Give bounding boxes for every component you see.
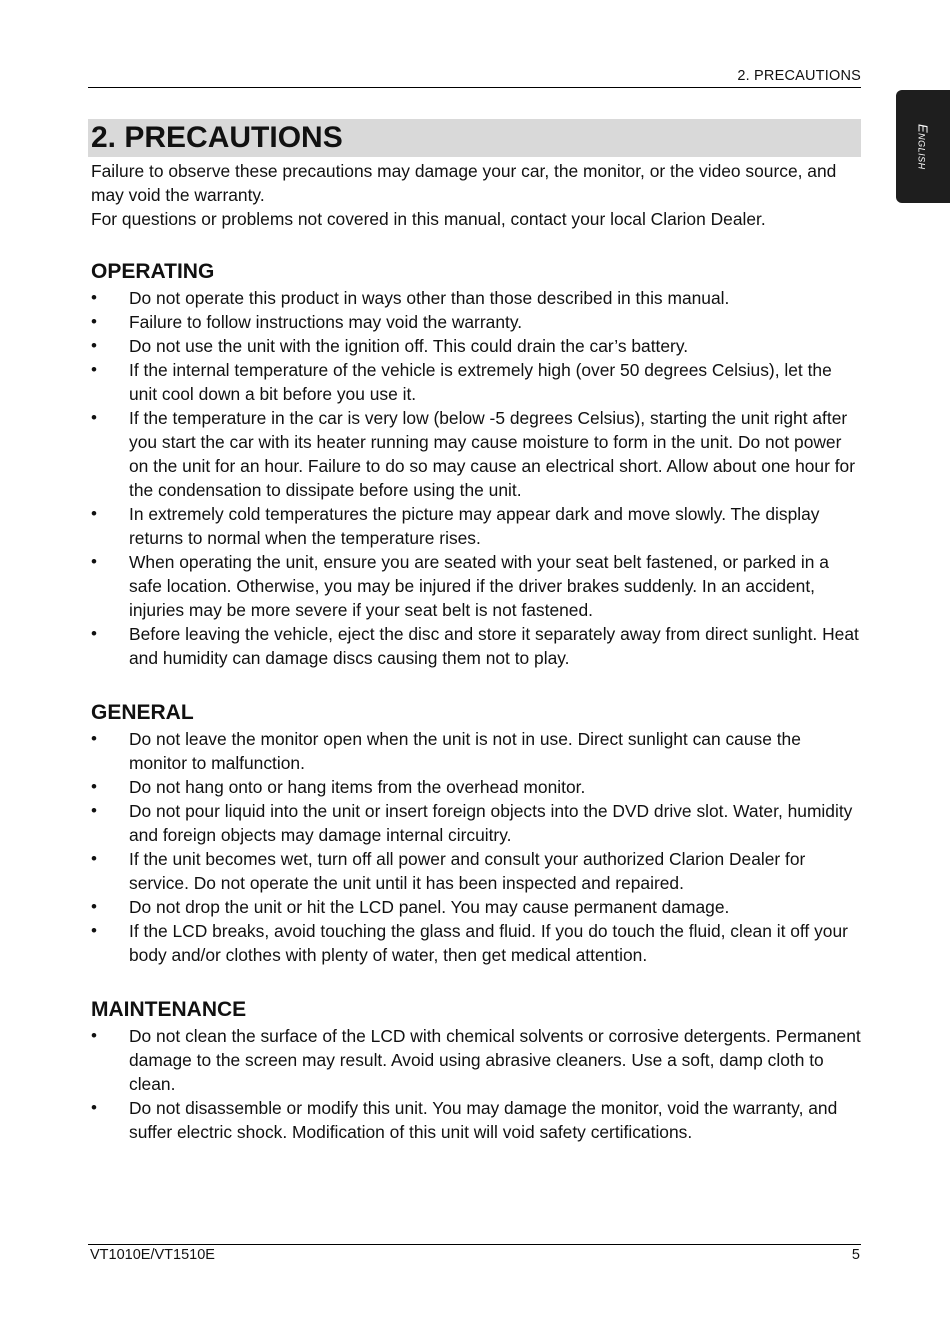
list-item: • Do not hang onto or hang items from the overhead monitor. xyxy=(91,775,861,799)
page-number: 5 xyxy=(851,1247,860,1263)
maintenance-list xyxy=(91,1024,861,1144)
list-item: • If the LCD breaks, avoid touching the glass and fluid. If you do touch the fluid, clean it off your body and/or clothes with plenty of water, then get medical attention. xyxy=(91,919,861,967)
list-item: • Before leaving the vehicle, eject the disc and store it separately away from direct sunlight. Heat and humidity can damage discs causing them not to play. xyxy=(91,622,861,670)
list-item: • Do not pour liquid into the unit or insert foreign objects into the DVD drive slot. Water, humidity and foreign objects may damage internal circuitry. xyxy=(91,799,861,847)
section-heading-operating: OPERATING xyxy=(91,260,215,283)
language-tab xyxy=(896,90,950,203)
list-item: • In extremely cold temperatures the picture may appear dark and move slowly. The display returns to normal when the temperature rises. xyxy=(91,502,861,550)
list-item: • Do not clean the surface of the LCD with chemical solvents or corrosive detergents. Permanent damage to the screen may result. Avoid using abrasive cleaners. Use a soft, damp cloth to clean. xyxy=(91,1024,861,1096)
list-item: • Do not leave the monitor open when the unit is not in use. Direct sunlight can cause the monitor to malfunction. xyxy=(91,727,861,775)
list-item: • Failure to follow instructions may void the warranty. xyxy=(91,310,861,334)
running-header: 2. PRECAUTIONS xyxy=(737,68,861,84)
language-tab-label: English xyxy=(915,123,931,170)
general-list xyxy=(91,727,861,967)
list-item: • Do not operate this product in ways other than those described in this manual. xyxy=(91,286,861,310)
list-item: • Do not drop the unit or hit the LCD panel. You may cause permanent damage. xyxy=(91,895,861,919)
list-item: • If the internal temperature of the vehicle is extremely high (over 50 degrees Celsius), let the unit cool down a bit before you use it. xyxy=(91,358,861,406)
list-item: • Do not disassemble or modify this unit. You may damage the monitor, void the warranty, and suffer electric shock. Modification of this unit will void safety certifications. xyxy=(91,1096,861,1144)
operating-list xyxy=(91,286,861,670)
section-heading-general: GENERAL xyxy=(91,701,194,724)
list-item: • When operating the unit, ensure you are seated with your seat belt fastened, or parked in a safe location. Otherwise, you may be injured if the driver brakes suddenly. In an accident, injuries may be more severe if your seat belt is not fastened. xyxy=(91,550,861,622)
intro-paragraph: Failure to observe these precautions may damage your car, the monitor, or the video source, and may void the warranty. xyxy=(91,161,837,205)
page-title: 2. PRECAUTIONS xyxy=(88,119,861,157)
page-content xyxy=(91,159,861,1144)
footer-rule xyxy=(88,1244,861,1245)
list-item: • If the temperature in the car is very low (below -5 degrees Celsius), starting the unit right after you start the car with its heater running may cause moisture to form in the unit. Do not power on the unit for an hour. Failure to do so may cause an electrical short. Allow about one hour for the condensation to dissipate before using the unit. xyxy=(91,406,861,502)
footer-model: VT1010E/VT1510E xyxy=(90,1247,215,1263)
intro-paragraph: For questions or problems not covered in this manual, contact your local Clarion Dealer. xyxy=(91,209,766,229)
list-item: • If the unit becomes wet, turn off all power and consult your authorized Clarion Dealer for service. Do not operate the unit until it has been inspected and repaired. xyxy=(91,847,861,895)
section-heading-maintenance: MAINTENANCE xyxy=(91,998,247,1021)
list-item: • Do not use the unit with the ignition off. This could drain the car’s battery. xyxy=(91,334,861,358)
header-rule xyxy=(88,87,861,88)
